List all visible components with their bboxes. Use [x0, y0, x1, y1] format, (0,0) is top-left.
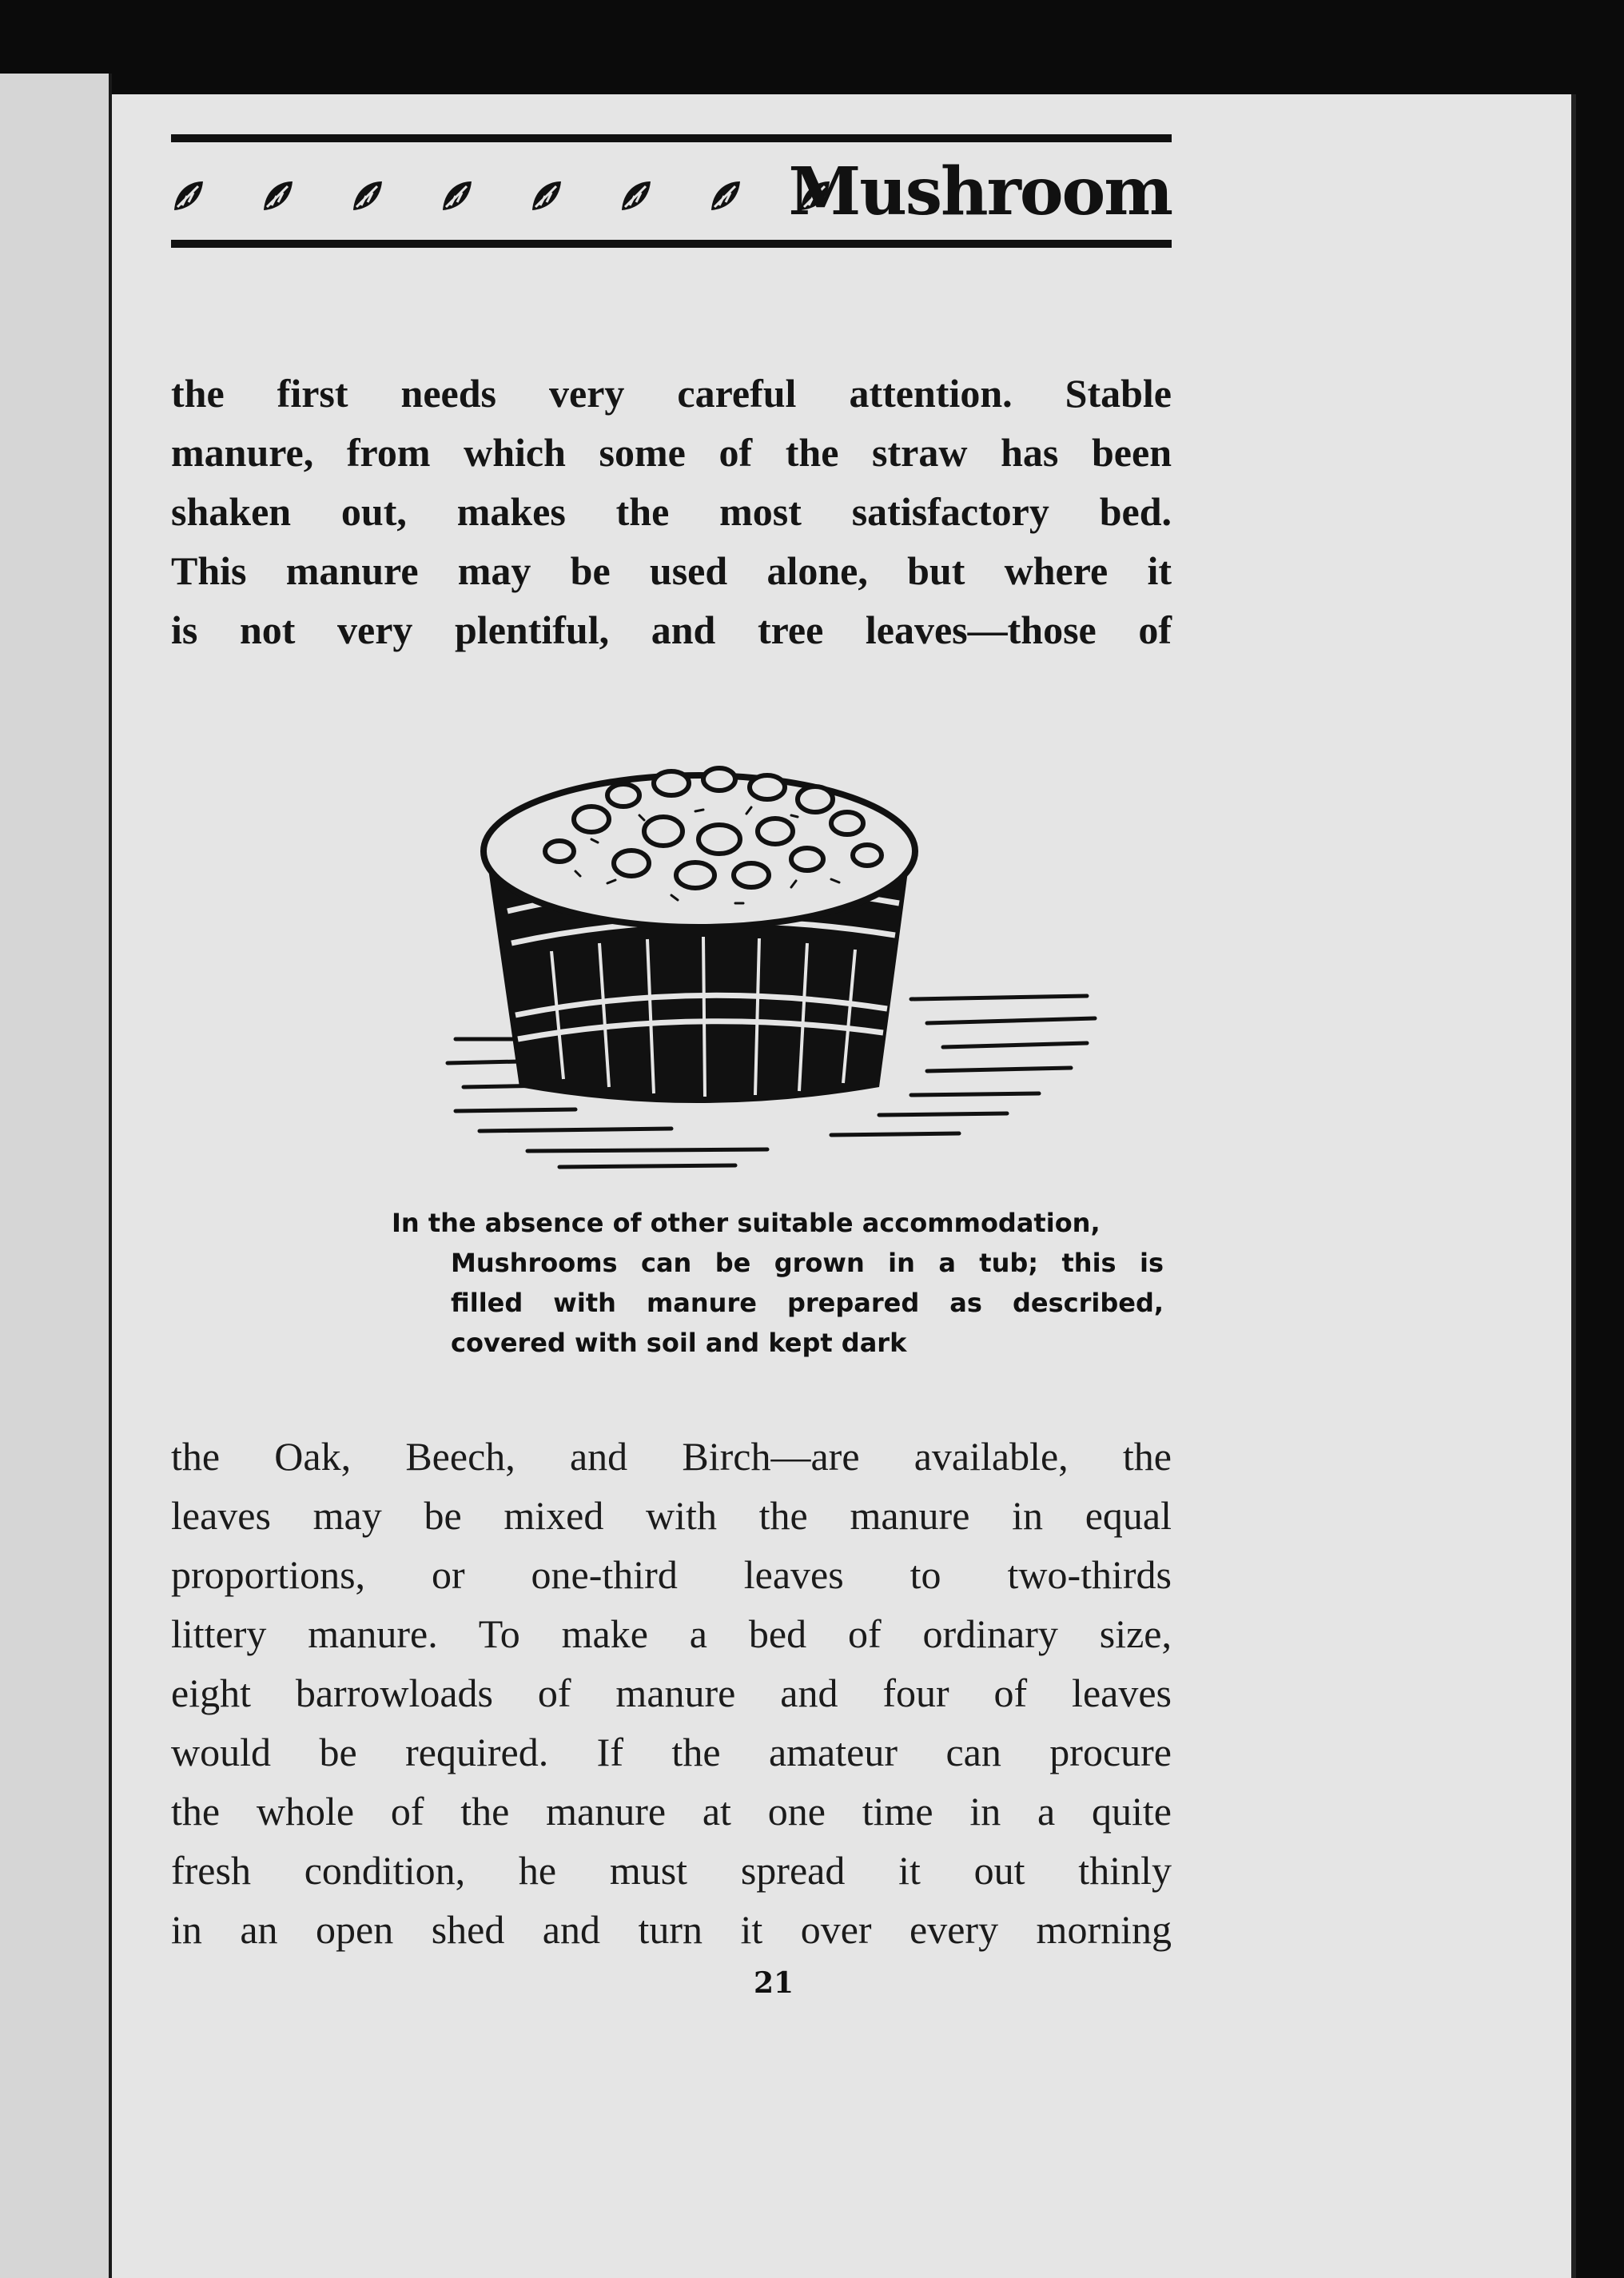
caption-line: covered with soil and kept dark — [451, 1328, 907, 1358]
leaf-ornament-icon — [529, 178, 564, 213]
leaf-ornament-icon — [440, 178, 475, 213]
figure-caption — [392, 1203, 1164, 1363]
body-text-bottom — [171, 1427, 1172, 1959]
text-line: This manure may be used alone, but where it — [171, 548, 1172, 593]
text-line: eight barrowloads of manure and four of leaves — [171, 1671, 1172, 1715]
text-line: is not very plentiful, and tree leaves—those of — [171, 607, 1172, 652]
leaf-ornament-icon — [350, 178, 385, 213]
leaf-ornament-icon — [171, 178, 206, 213]
text-line: fresh condition, he must spread it out thinly — [171, 1848, 1172, 1893]
running-header — [171, 148, 1172, 236]
running-header-title: Mushroom — [788, 153, 1172, 230]
text-line: would be required. If the amateur can procure — [171, 1730, 1172, 1774]
page-number: 21 — [753, 1966, 794, 2000]
text-line: shaken out, makes the most satisfactory bed. — [171, 489, 1172, 534]
leaf-ornament-icon — [261, 178, 296, 213]
text-line: manure, from which some of the straw has been — [171, 430, 1172, 475]
text-line: proportions, or one-third leaves to two-thirds — [171, 1552, 1172, 1597]
caption-line: filled with manure prepared as described, — [451, 1288, 1164, 1318]
header-rule-bottom — [171, 240, 1172, 248]
text-line: in an open shed and turn it over every morning — [171, 1907, 1172, 1952]
previous-page-edge — [0, 74, 112, 2278]
leaf-ornament-icon — [619, 178, 654, 213]
text-line: leaves may be mixed with the manure in equal — [171, 1493, 1172, 1538]
leaf-ornament-icon — [708, 178, 743, 213]
caption-line: Mushrooms can be grown in a tub; this is — [451, 1248, 1164, 1278]
header-rule-top — [171, 134, 1172, 142]
text-line: littery manure. To make a bed of ordinary size, — [171, 1611, 1172, 1656]
caption-line: In the absence of other suitable accommodation, — [392, 1208, 1101, 1238]
text-line: the first needs very careful attention. Stable — [171, 371, 1172, 416]
text-line: the whole of the manure at one time in a quite — [171, 1789, 1172, 1834]
mushroom-tub-illustration — [432, 711, 1103, 1183]
text-line: the Oak, Beech, and Birch—are available, the — [171, 1434, 1172, 1479]
body-text-top — [171, 364, 1172, 659]
